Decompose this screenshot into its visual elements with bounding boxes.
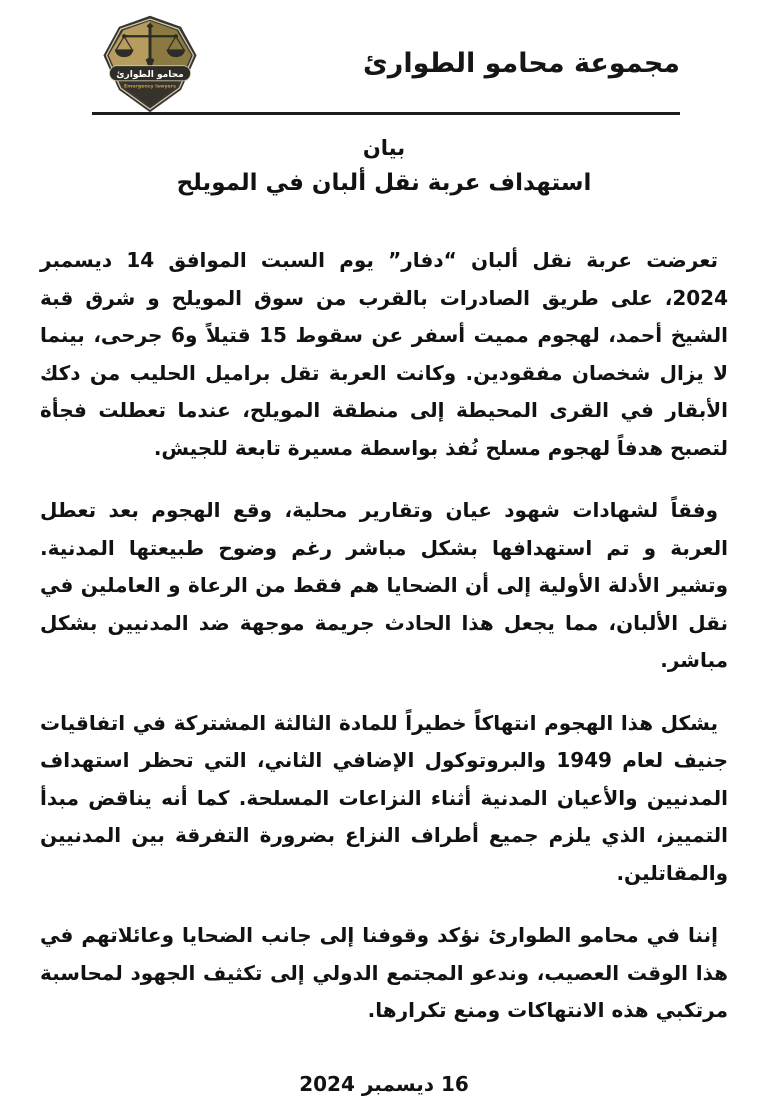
logo-english-name: Emergency lawyers [124,84,176,90]
statement-content [40,130,728,1096]
logo-shield-icon [98,14,202,114]
org-logo [98,14,202,114]
paragraph-witnesses: وفقاً لشهادات شهود عيان وتقارير محلية، وقع الهجوم بعد تعطل العربة و تم استهدافها بشكل مباشر رغم وضوح طبيعتها المدنية. وتشير الأدلة الأولية إلى أن الضحايا هم فقط من الرعاة و العاملين في نقل الألبان، مما يجعل هذا الحادث جريمة موجهة ضد المدنيين بشكل مباشر. [40,498,728,672]
paragraph-incident: تعرضت عربة نقل ألبان “دفار” يوم السبت الموافق 14 ديسمبر 2024، على طريق الصادرات بالقرب من سوق المويلح و شرق قبة الشيخ أحمد، لهجوم مميت أسفر عن سقوط 15 قتيلاً و6 جرحى، بينما لا يزال شخصان مفقودين. وكانت العربة تقل براميل الحليب من دكك الأبقار في القرى المحيطة إلى منطقة المويلح، عندما تعطلت فجأة لتصبح هدفاً لهجوم مسلح نُفذ بواسطة مسيرة تابعة للجيش. [40,248,728,460]
org-title: مجموعة محامو الطوارئ [363,48,680,79]
statement-body [40,242,728,1030]
header-divider [92,112,680,115]
statement-subtitle: استهداف عربة نقل ألبان في المويلح [176,170,592,196]
paragraph-solidarity: إننا في محامو الطوارئ نؤكد وقوفنا إلى جانب الضحايا وعائلاتهم في هذا الوقت العصيب، وندعو المجتمع الدولي إلى تكثيف الجهود لمحاسبة مرتكبي هذه الانتهاكات ومنع تكرارها. [40,923,728,1022]
logo-arabic-name: محامو الطوارئ [116,69,184,80]
paragraph-legal-violation: يشكل هذا الهجوم انتهاكاً خطيراً للمادة الثالثة المشتركة في اتفاقيات جنيف لعام 1949 والبروتوكول الإضافي الثاني، التي تحظر استهداف المدنيين والأعيان المدنية أثناء النزاعات المسلحة. كما أنه يناقض مبدأ التمييز، الذي يلزم جميع أطراف النزاع بضرورة التفرقة بين المدنيين والمقاتلين. [40,710,728,885]
statement-date: 16 ديسمبر 2024 [299,1071,469,1096]
statement-title: بيان [362,136,406,160]
statement-titles [40,136,728,196]
